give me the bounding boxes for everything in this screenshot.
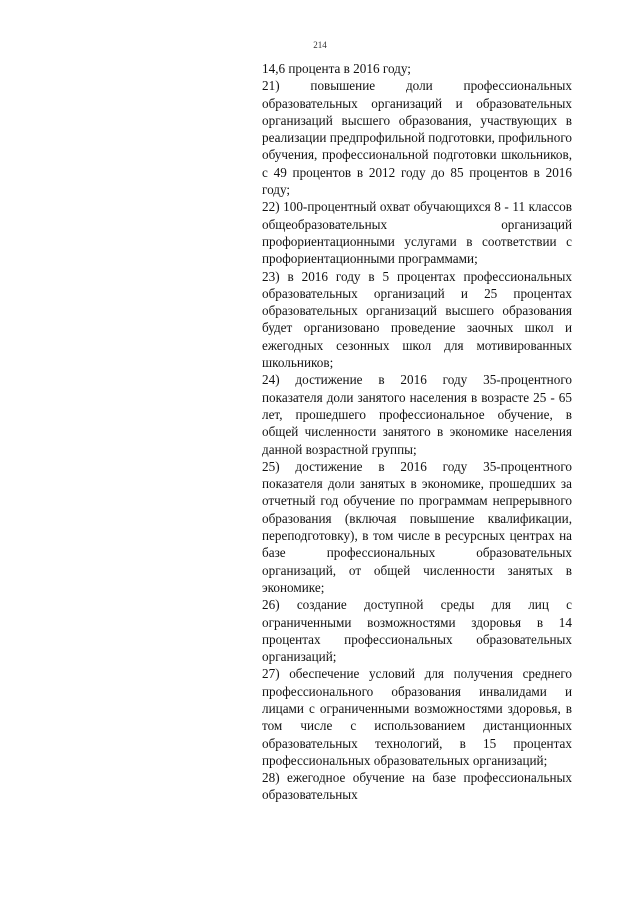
paragraph-item-25: 25) достижение в 2016 году 35-процентного показателя доли занятых в экономике, прошедших за отчетный год обучение по программам непрерывного образования (включая повышение квалификации, переподготовку), в том числе в ресурсных центрах на базе профессиональных образовательных организаций, от общей численности занятых в экономике; — [262, 458, 572, 595]
paragraph-item-26: 26) создание доступной среды для лиц с ограниченными возможностями здоровья в 14 процентах профессиональных образовательных организаций; — [262, 597, 572, 665]
paragraph-item-24: 24) достижение в 2016 году 35-процентного показателя доли занятого населения в возрасте 25 - 65 лет, прошедшего профессиональное обучение, в общей численности занятого в экономике населения данной возрастной группы; — [262, 372, 572, 457]
page-number: 214 — [313, 40, 327, 50]
paragraph-item-22: 22) 100-процентный охват обучающихся 8 - 11 классов общеобразовательных организаций профориентационными услугами в соответствии с профориентационными программами; — [262, 199, 572, 267]
document-body — [262, 60, 572, 804]
paragraph-item-21: 21) повышение доли профессиональных образовательных организаций и образовательных организаций высшего образования, участвующих в реализации предпрофильной подготовки, профильного обучения, профессиональной подготовки школьников, с 49 процентов в 2012 году до 85 процентов в 2016 году; — [262, 78, 572, 198]
paragraph-item-23: 23) в 2016 году в 5 процентах профессиональных образовательных организаций и 25 процентах образовательных организаций высшего образования будет организовано проведение заочных школ и ежегодных сезонных школ для мотивированных школьников; — [262, 268, 572, 371]
paragraph-item-28-start: 28) ежегодное обучение на базе профессиональных образовательных — [262, 770, 572, 803]
paragraph-item-27: 27) обеспечение условий для получения среднего профессионального образования инвалидами и лицами с ограниченными возможностями здоровья, в том числе с использованием дистанционных образовательных технологий, в 15 процентах профессиональных образовательных организаций; — [262, 666, 572, 768]
paragraph-item-20-end: 14,6 процента в 2016 году; — [262, 61, 411, 76]
